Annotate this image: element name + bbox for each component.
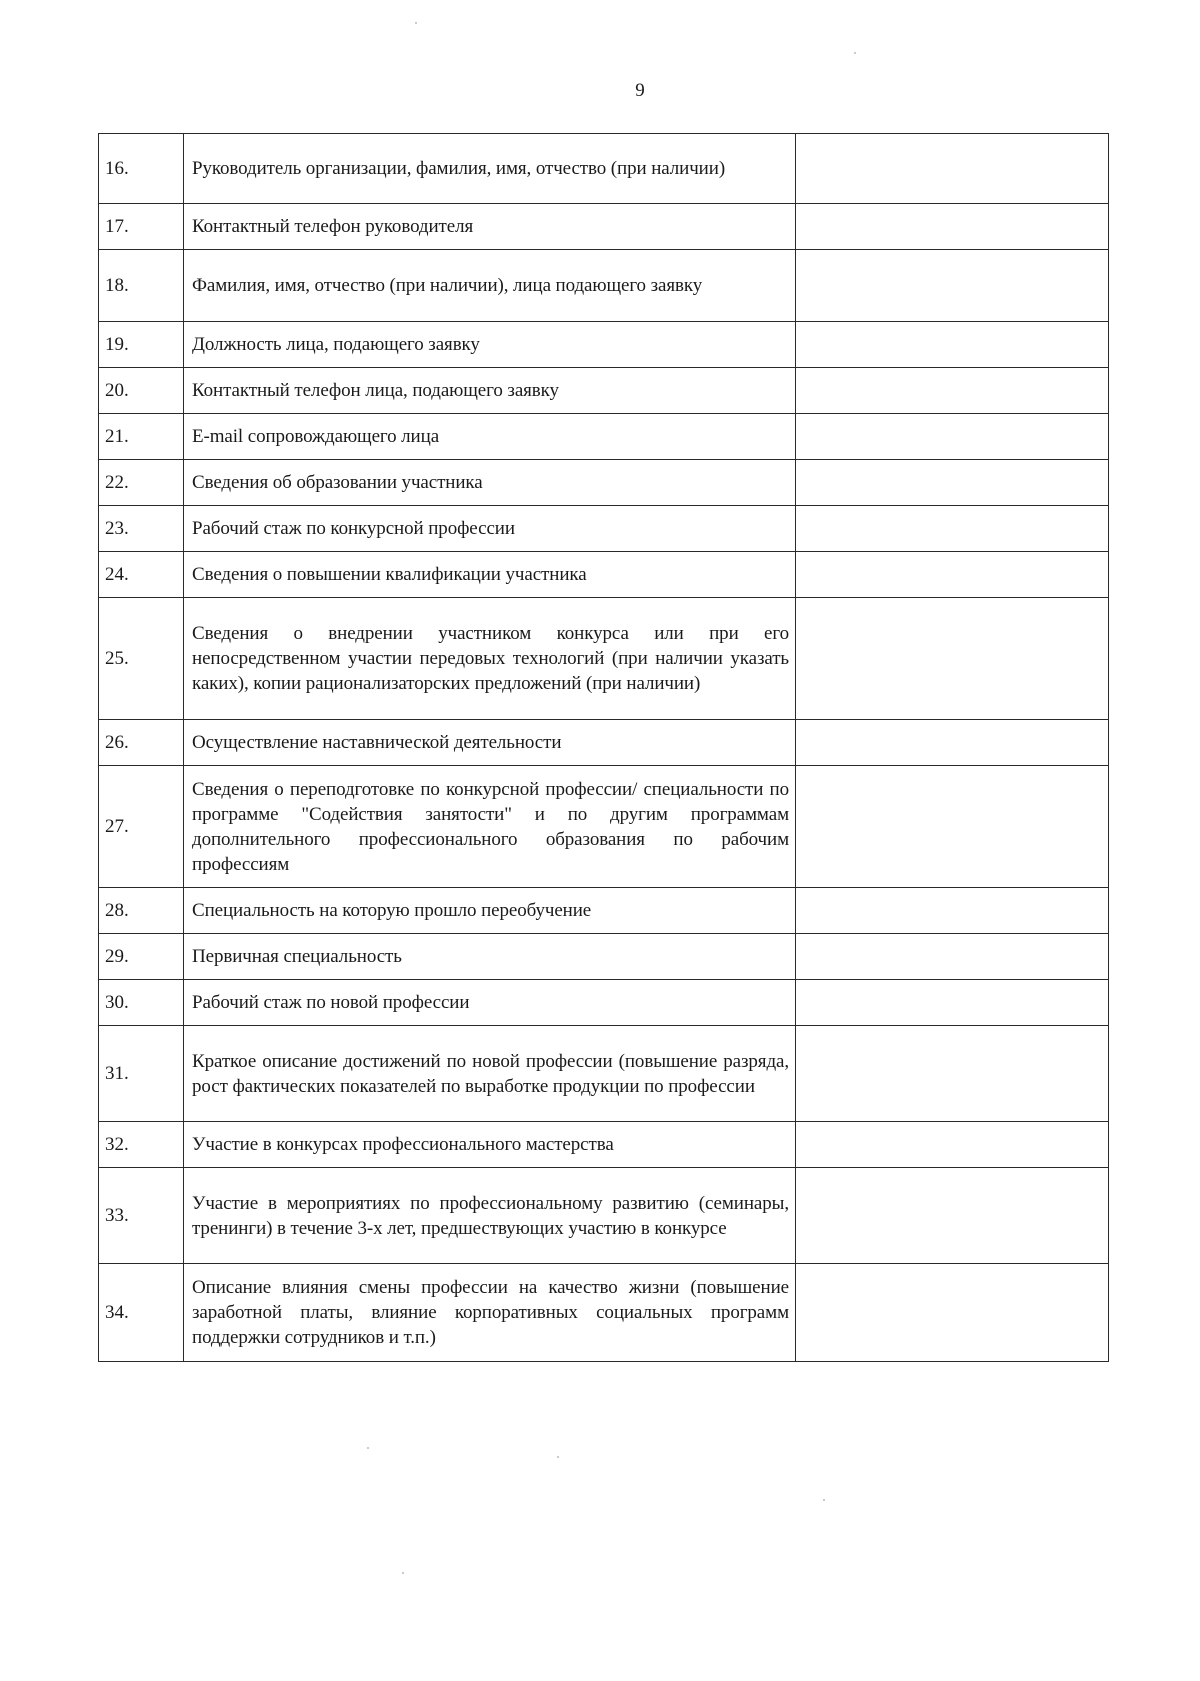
row-number: 25.	[99, 598, 184, 720]
table-row	[99, 552, 1109, 598]
row-value-field[interactable]	[796, 134, 1109, 204]
table-row	[99, 766, 1109, 888]
table-row	[99, 368, 1109, 414]
row-label: Рабочий стаж по новой профессии	[184, 980, 796, 1026]
row-label: Сведения об образовании участника	[184, 460, 796, 506]
row-value-field[interactable]	[796, 506, 1109, 552]
scan-speck	[415, 22, 417, 24]
row-value-field[interactable]	[796, 934, 1109, 980]
row-number: 32.	[99, 1122, 184, 1168]
row-value-field[interactable]	[796, 460, 1109, 506]
table-row	[99, 1122, 1109, 1168]
row-number: 34.	[99, 1264, 184, 1362]
row-value-field[interactable]	[796, 598, 1109, 720]
row-label: Сведения о переподготовке по конкурсной профессии/ специальности по программе "Содействия занятости" и по другим программам дополнительного профессионального образования по рабочим профессиям	[184, 766, 796, 888]
row-number: 27.	[99, 766, 184, 888]
row-label: Участие в мероприятиях по профессиональному развитию (семинары, тренинги) в течение 3-х лет, предшествующих участию в конкурсе	[184, 1168, 796, 1264]
row-label: Рабочий стаж по конкурсной профессии	[184, 506, 796, 552]
table-row	[99, 1026, 1109, 1122]
scan-speck	[823, 1499, 825, 1501]
row-label: Руководитель организации, фамилия, имя, отчество (при наличии)	[184, 134, 796, 204]
row-value-field[interactable]	[796, 204, 1109, 250]
row-number: 19.	[99, 322, 184, 368]
row-value-field[interactable]	[796, 1026, 1109, 1122]
scan-speck	[402, 1572, 404, 1574]
row-label: Фамилия, имя, отчество (при наличии), лица подающего заявку	[184, 250, 796, 322]
page-number: 9	[635, 80, 645, 101]
row-value-field[interactable]	[796, 322, 1109, 368]
row-label: Участие в конкурсах профессионального мастерства	[184, 1122, 796, 1168]
row-label: Осуществление наставнической деятельности	[184, 720, 796, 766]
row-value-field[interactable]	[796, 766, 1109, 888]
table-row	[99, 934, 1109, 980]
table-row	[99, 598, 1109, 720]
table-row	[99, 134, 1109, 204]
scan-speck	[557, 1456, 559, 1458]
row-label: E-mail сопровождающего лица	[184, 414, 796, 460]
row-number: 23.	[99, 506, 184, 552]
row-value-field[interactable]	[796, 368, 1109, 414]
row-value-field[interactable]	[796, 414, 1109, 460]
row-number: 31.	[99, 1026, 184, 1122]
row-number: 29.	[99, 934, 184, 980]
row-label: Описание влияния смены профессии на качество жизни (повышение заработной платы, влияние корпоративных социальных программ поддержки сотрудников и т.п.)	[184, 1264, 796, 1362]
row-label: Сведения о внедрении участником конкурса или при его непосредственном участии передовых технологий (при наличии указать каких), копии рационализаторских предложений (при наличии)	[184, 598, 796, 720]
table-row	[99, 720, 1109, 766]
row-value-field[interactable]	[796, 1264, 1109, 1362]
row-number: 28.	[99, 888, 184, 934]
table-row	[99, 322, 1109, 368]
row-number: 26.	[99, 720, 184, 766]
row-label: Должность лица, подающего заявку	[184, 322, 796, 368]
row-number: 21.	[99, 414, 184, 460]
row-value-field[interactable]	[796, 980, 1109, 1026]
row-number: 16.	[99, 134, 184, 204]
row-value-field[interactable]	[796, 552, 1109, 598]
row-number: 33.	[99, 1168, 184, 1264]
row-label: Сведения о повышении квалификации участника	[184, 552, 796, 598]
row-label: Специальность на которую прошло переобучение	[184, 888, 796, 934]
table-row	[99, 888, 1109, 934]
row-label: Контактный телефон руководителя	[184, 204, 796, 250]
table-row	[99, 250, 1109, 322]
row-number: 18.	[99, 250, 184, 322]
table-row	[99, 414, 1109, 460]
table-row	[99, 980, 1109, 1026]
application-form-table	[98, 133, 1109, 1362]
row-number: 17.	[99, 204, 184, 250]
scan-speck	[367, 1447, 369, 1449]
row-value-field[interactable]	[796, 888, 1109, 934]
row-value-field[interactable]	[796, 1122, 1109, 1168]
row-label: Краткое описание достижений по новой профессии (повышение разряда, рост фактических показателей по выработке продукции по профессии	[184, 1026, 796, 1122]
row-label: Контактный телефон лица, подающего заявку	[184, 368, 796, 414]
table-row	[99, 460, 1109, 506]
row-number: 22.	[99, 460, 184, 506]
row-number: 24.	[99, 552, 184, 598]
table-row	[99, 204, 1109, 250]
row-value-field[interactable]	[796, 1168, 1109, 1264]
table-row	[99, 1264, 1109, 1362]
table-row	[99, 1168, 1109, 1264]
row-number: 30.	[99, 980, 184, 1026]
scan-speck	[854, 52, 856, 54]
table-row	[99, 506, 1109, 552]
row-number: 20.	[99, 368, 184, 414]
row-value-field[interactable]	[796, 250, 1109, 322]
row-label: Первичная специальность	[184, 934, 796, 980]
row-value-field[interactable]	[796, 720, 1109, 766]
